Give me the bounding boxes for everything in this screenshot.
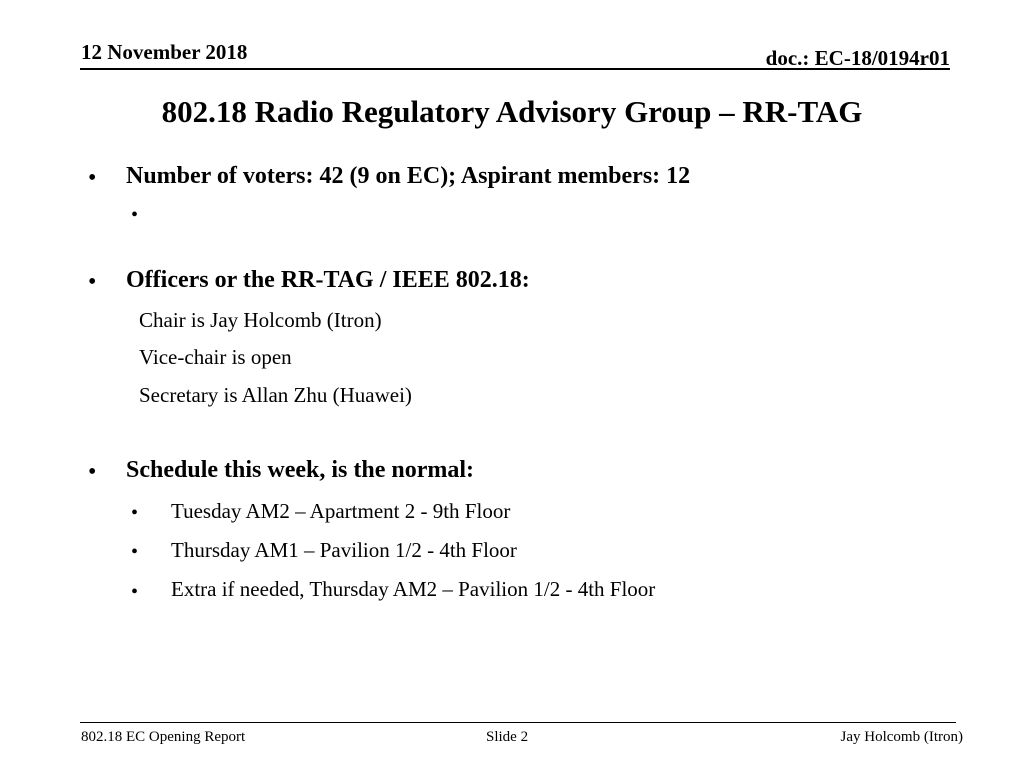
voters-line: Number of voters: 42 (9 on EC); Aspirant members: 12 bbox=[126, 163, 691, 189]
header-divider bbox=[80, 68, 950, 70]
sub-bullet-marker: • bbox=[131, 541, 139, 563]
officers-heading: Officers or the RR-TAG / IEEE 802.18: bbox=[126, 267, 530, 293]
footer-author: Jay Holcomb (Itron) bbox=[840, 729, 963, 745]
bullet-marker: • bbox=[88, 269, 97, 295]
schedule-item: Tuesday AM2 – Apartment 2 - 9th Floor bbox=[171, 499, 511, 523]
officer-chair: Chair is Jay Holcomb (Itron) bbox=[139, 308, 382, 332]
officer-vice-chair: Vice-chair is open bbox=[139, 345, 292, 369]
bullet-marker: • bbox=[88, 459, 97, 485]
empty-sub-bullet: • bbox=[131, 204, 139, 226]
schedule-heading: Schedule this week, is the normal: bbox=[126, 457, 474, 483]
sub-bullet-marker: • bbox=[131, 502, 139, 524]
bullet-marker: • bbox=[88, 165, 97, 191]
schedule-item: Extra if needed, Thursday AM2 – Pavilion 1/2 - 4th Floor bbox=[171, 577, 656, 601]
footer-divider bbox=[80, 722, 956, 723]
schedule-item: Thursday AM1 – Pavilion 1/2 - 4th Floor bbox=[171, 538, 517, 562]
header-doc-id: doc.: EC-18/0194r01 bbox=[765, 46, 950, 70]
slide-title: 802.18 Radio Regulatory Advisory Group – RR-TAG bbox=[161, 94, 863, 129]
officer-secretary: Secretary is Allan Zhu (Huawei) bbox=[139, 383, 412, 407]
header-date: 12 November 2018 bbox=[81, 40, 248, 64]
footer-report-name: 802.18 EC Opening Report bbox=[81, 729, 246, 745]
sub-bullet-marker: • bbox=[131, 581, 139, 603]
footer-slide-number: Slide 2 bbox=[486, 729, 529, 745]
